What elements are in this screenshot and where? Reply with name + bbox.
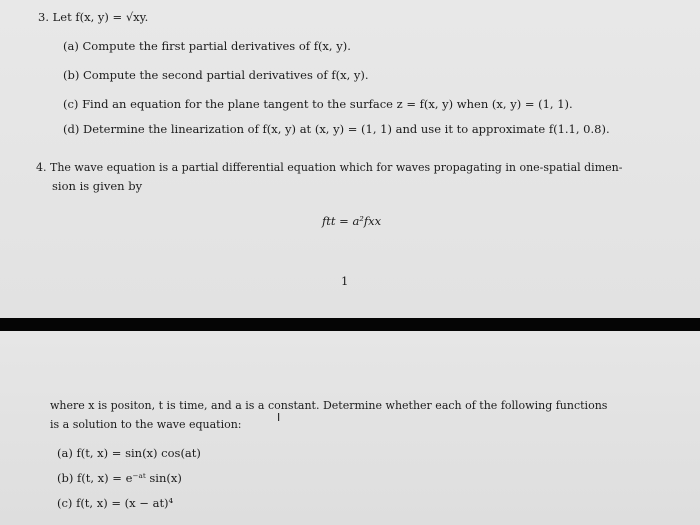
q4-part-b: (b) f(t, x) = e⁻ᵃᵗ sin(x) (57, 471, 182, 485)
q4-intro-line2: sion is given by (52, 179, 143, 193)
q3-part-a: (a) Compute the first partial derivatives of f(x, y). (63, 39, 351, 53)
q3-part-d: (d) Determine the linearization of f(x, y) at (x, y) = (1, 1) and use it to approximate f(1.1, 0.8). (63, 122, 610, 136)
q4-part-c: (c) f(t, x) = (x − at)⁴ (57, 496, 174, 510)
page-number: 1 (341, 274, 349, 288)
q3-part-c: (c) Find an equation for the plane tangent to the surface z = f(x, y) when (x, y) = (1, 1). (63, 97, 573, 111)
q3-part-b: (b) Compute the second partial derivatives of f(x, y). (63, 68, 369, 82)
text-cursor-icon: I (277, 411, 281, 424)
wave-equation: ftt = a²fxx (322, 214, 382, 228)
page-divider (0, 318, 700, 331)
q4-intro-line1: 4. The wave equation is a partial differential equation which for waves propagating in one-spatial dimen- (36, 161, 623, 174)
q3-intro: 3. Let f(x, y) = √xy. (38, 10, 149, 24)
q4-continuation-line1: where x is positon, t is time, and a is a constant. Determine whether each of the following functions (50, 399, 608, 412)
q4-continuation-line2: is a solution to the wave equation: (50, 418, 242, 431)
q4-part-a: (a) f(t, x) = sin(x) cos(at) (57, 446, 201, 460)
